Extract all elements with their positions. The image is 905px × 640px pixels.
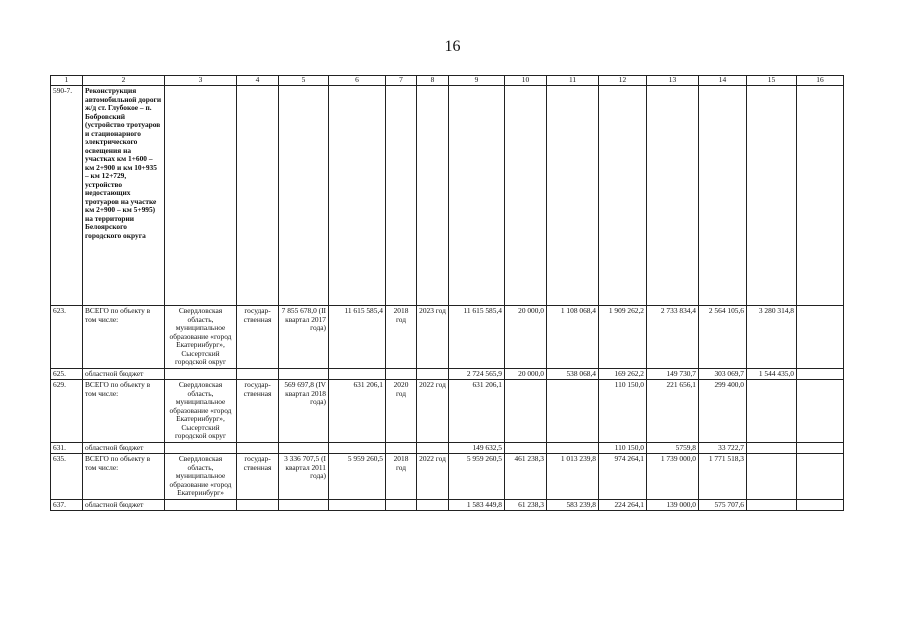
table-cell [797,368,844,380]
table-cell [279,86,329,306]
table-cell [279,499,329,511]
table-cell [237,499,279,511]
table-cell [747,380,797,443]
table-cell [505,442,547,454]
column-number: 11 [547,76,599,86]
row-number-cell: 590-7. [51,86,83,306]
table-cell: Свердловская область, муниципальное образование «город Екатеринбург», Сысертский городской округ [165,306,237,369]
table-cell: государ-ственная [237,380,279,443]
table-cell: 2022 год [417,454,449,500]
row-name-cell: ВСЕГО по объекту в том числе: [83,380,165,443]
table-cell [386,499,417,511]
table-cell: 2018 год [386,306,417,369]
table-cell: 3 280 314,8 [747,306,797,369]
table-cell [279,368,329,380]
table-cell: 575 707,6 [699,499,747,511]
table-row [51,368,844,380]
table-row [51,454,844,500]
column-number: 16 [797,76,844,86]
column-number: 8 [417,76,449,86]
table-cell: 110 150,0 [599,380,647,443]
table-cell: 2022 год [417,380,449,443]
table-cell [386,368,417,380]
table-cell [747,86,797,306]
table-cell: 169 262,2 [599,368,647,380]
table-cell [237,86,279,306]
table-cell [329,86,386,306]
table-cell [386,442,417,454]
table-cell: 1 013 239,8 [547,454,599,500]
table-cell [237,442,279,454]
table-row [51,442,844,454]
table-cell: 3 336 707,5 (I квартал 2011 года) [279,454,329,500]
table-cell: 221 656,1 [647,380,699,443]
table-cell: 110 150,0 [599,442,647,454]
table-row [51,499,844,511]
table-cell [797,442,844,454]
table-cell: 1 108 068,4 [547,306,599,369]
table-cell: Свердловская область, муниципальное образование «город Екатеринбург», Сысертский городской округ [165,380,237,443]
table-cell: 5 959 260,5 [329,454,386,500]
table-cell: 461 238,3 [505,454,547,500]
table-cell [797,306,844,369]
table-cell: 139 000,0 [647,499,699,511]
table-cell: 631 206,1 [449,380,505,443]
table-cell: 583 239,8 [547,499,599,511]
column-number: 2 [83,76,165,86]
table-cell: 61 238,3 [505,499,547,511]
table-body [51,76,844,511]
row-number-cell: 631. [51,442,83,454]
column-number: 12 [599,76,647,86]
table-cell [165,368,237,380]
row-number-cell: 623. [51,306,83,369]
row-name-cell: Реконструкция автомобильной дороги ж/д ст. Глубокое – п. Бобровский (устройство тротуаров и стационарного электрического освещения на участках км 1+600 – км 2+900 и км 10+935 – км 12+729, устройство недостающих тротуаров на участке км 2+900 – км 5+995) на территории Белоярского городского округа [83,86,165,306]
table-cell [797,499,844,511]
table-cell: 1 739 000,0 [647,454,699,500]
table-cell: 538 068,4 [547,368,599,380]
column-number: 15 [747,76,797,86]
row-number-cell: 629. [51,380,83,443]
table-cell [329,368,386,380]
table-cell [547,380,599,443]
row-number-cell: 637. [51,499,83,511]
table-cell: 2018 год [386,454,417,500]
table-cell [797,86,844,306]
table-cell [165,499,237,511]
column-number: 1 [51,76,83,86]
table-cell: 1 583 449,8 [449,499,505,511]
data-table [50,75,844,511]
table-cell: 11 615 585,4 [329,306,386,369]
column-number: 5 [279,76,329,86]
row-name-cell: областной бюджет [83,442,165,454]
row-name-cell: ВСЕГО по объекту в том числе: [83,454,165,500]
table-cell: 224 264,1 [599,499,647,511]
table-cell: 1 771 518,3 [699,454,747,500]
table-cell: 5 959 260,5 [449,454,505,500]
column-number: 9 [449,76,505,86]
table-cell: 569 697,8 (IV квартал 2018 года) [279,380,329,443]
table-row [51,86,844,306]
table-cell: 33 722,7 [699,442,747,454]
table-cell [797,454,844,500]
table-cell: 2 564 105,6 [699,306,747,369]
table-cell: 20 000,0 [505,368,547,380]
table-cell: Свердловская область, муниципальное образование «город Екатеринбург» [165,454,237,500]
table-cell [329,499,386,511]
table-cell: 1 544 435,0 [747,368,797,380]
table-cell: 2020 год [386,380,417,443]
column-number: 3 [165,76,237,86]
row-name-cell: ВСЕГО по объекту в том числе: [83,306,165,369]
table-cell [547,86,599,306]
column-number: 6 [329,76,386,86]
page-number: 16 [444,38,461,55]
table-cell: 5759,8 [647,442,699,454]
table-cell [417,499,449,511]
table-cell: государ-ственная [237,454,279,500]
table-cell [165,86,237,306]
table-cell [417,86,449,306]
table-cell: 2 733 834,4 [647,306,699,369]
table-cell [449,86,505,306]
table-cell: 2023 год [417,306,449,369]
table-cell [386,86,417,306]
table-cell: 149 730,7 [647,368,699,380]
column-number: 14 [699,76,747,86]
table-cell [747,499,797,511]
table-cell [699,86,747,306]
column-number-row [51,76,844,86]
table-cell [329,442,386,454]
table-cell [505,86,547,306]
table-row [51,380,844,443]
table-cell: государ-ственная [237,306,279,369]
table-cell: 303 069,7 [699,368,747,380]
column-number: 4 [237,76,279,86]
table-cell: 2 724 565,9 [449,368,505,380]
table-cell [417,368,449,380]
table-cell [747,442,797,454]
column-number: 13 [647,76,699,86]
table-cell [797,380,844,443]
table-cell [747,454,797,500]
table-cell: 7 855 678,0 (II квартал 2017 года) [279,306,329,369]
table-cell [599,86,647,306]
column-number: 10 [505,76,547,86]
table-row [51,306,844,369]
table-cell [547,442,599,454]
table-cell [237,368,279,380]
table-cell [417,442,449,454]
table-cell: 974 264,1 [599,454,647,500]
table-cell: 20 000,0 [505,306,547,369]
table-cell [647,86,699,306]
table-cell: 1 909 262,2 [599,306,647,369]
table-cell: 149 632,5 [449,442,505,454]
table-cell: 11 615 585,4 [449,306,505,369]
table-cell [279,442,329,454]
table-cell: 299 400,0 [699,380,747,443]
row-number-cell: 635. [51,454,83,500]
table-cell: 631 206,1 [329,380,386,443]
column-number: 7 [386,76,417,86]
table-cell [165,442,237,454]
table-cell [505,380,547,443]
row-name-cell: областной бюджет [83,499,165,511]
row-number-cell: 625. [51,368,83,380]
row-name-cell: областной бюджет [83,368,165,380]
